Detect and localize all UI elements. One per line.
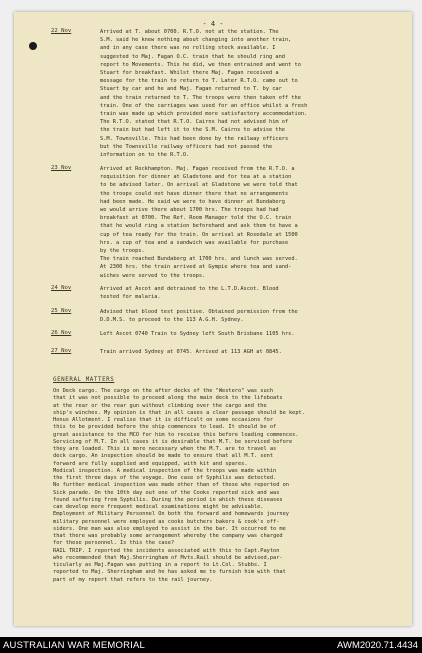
page-number: - 4 - bbox=[202, 20, 224, 28]
punch-hole bbox=[29, 42, 37, 50]
entry-text: Train arrived Sydney at 0745. Arrived at 113 AGH at 0845. bbox=[100, 349, 282, 355]
entry-date: 26 Nov bbox=[51, 330, 72, 336]
entry-text: Left Ascot 0740 Train to Sydney left South Brisbane 1105 hrs. bbox=[100, 331, 295, 337]
entry-date: 25 Nov bbox=[51, 308, 72, 314]
entry-text: Arrived at T. about 0700. R.T.O. not at the station. The S.M. said he knew nothing about changing into another train, and in any case there was no rolling stock available. I suggested to Maj. Fagan O.C. train that he should ring and report to Movements. This he did, we then entrained and went to Stuart for breakfast. Whilst there Maj. Fagan received a message for the train to return to T. Later R.T.O. came out to Stuart by car and he and Maj. Fagan returned to T. by car and the train returned to T. The troops were then taken off the train. One of the carriages was used for an office whilst a fresh train was made up which provided more satisfactory accommodation. The R.T.O. stated that R.T.O. Cairns had not advised him of the train but had left it to the S.M. Cairns to advise the S.M. Townsville. This had been done by the railway officers but the Townsville railway officers had not passed the information on to the R.T.O. bbox=[100, 29, 308, 159]
entry-date: 23 Nov bbox=[51, 165, 72, 171]
footer-institution: AUSTRALIAN WAR MEMORIAL bbox=[3, 640, 146, 651]
footer-bar bbox=[0, 637, 422, 653]
entry-text: Advised that blood test positive. Obtained permission from the D.D.M.S. to proceed to the 113 A.G.H. Sydney. bbox=[100, 309, 298, 324]
section-heading: GENERAL MATTERS bbox=[53, 377, 115, 383]
entry-text: Arrived at Rockhampton. Maj. Fagan received from the R.T.O. a requisition for dinner at Gladstone and for tea at a station to be advised later. On arrival at Gladstone we were told that the troops could not have dinner there that no arrangements had been made. He said we were to have dinner at Bundaberg we would arrive there about 1700 hrs. The troops had had breakfast at 0700. The Ref. Room Manager told the O.C. train that he would ring a station beforehand and ask them to have a cup of tea ready for the train. On arrival at Rosedale at 1500 hrs. a cup of tea and a sandwich was available for purchase by the troops. The train reached Bundaberg at 1700 hrs. and lunch was served. At 2300 hrs. the train arrived at Gympie where tea and sand- wiches were served to the troops. bbox=[100, 166, 298, 279]
entry-date: 27 Nov bbox=[51, 348, 72, 354]
entry-text: Arrived at Ascot and detrained to the L.T.D.Ascot. Blood tested for malaria. bbox=[100, 286, 279, 301]
entry-date: 24 Nov bbox=[51, 285, 72, 291]
entry-date: 22 Nov bbox=[51, 28, 72, 34]
document-page bbox=[14, 12, 412, 626]
footer-accession-number: AWM2020.71.4434 bbox=[337, 640, 418, 651]
general-matters-text: On Deck cargo. The cargo on the after decks of the "Westero" was such that it was not possible to proceed along the main deck to the lifeboats at the rear or the rear gun without climbing over the cargo and the ship's winches. My opinion is that in all cases a clear passage should be kept. Honus Allotment. I realise that it is difficult on some occasions for this to be provided before the ship commences to load. It should be of great assistance to the MCO for him to receive this before loading commences. Servicing of M.T. In all cases it is desirable that M.T. be serviced before they are loaded. This is more necessary when the M.T. are to travel as deck cargo. An inspection should be made to ensure that all M.T. sent forward are fully supplied and equipped, with kit and spares. Medical inspection. A medical inspection of the troops was made within the first three days of the voyage. One case of Syphilis was detected. No further medical inspection was made other than of those who reported on Sick parade. On the 10th day out one of the Cooks reported sick and was found suffering from Syphilis. During the period in which these diseases can develop more frequent medical examinations might be advisable. Employment of Military Personnel On both the forward and homewards journey military personnel were employed as cooks butchers bakers & cook's off- siders. One man was also employed to assist in the bar. It occurred to me that there was probably some arrangement whereby the company was charged for these personnel. Is this the case? RAIL TRIP. I reported the incidents associated with this to Capt.Payton who recommended that Maj.Sherringham of Mvts.Rail should be advised,par- ticularly as Maj.Fagan was putting in a report to Lt.Col. Stubbs. I reported to Maj. Sherringham and he has asked me to furnish him with that part of my report that refers to the rail journey. bbox=[53, 388, 305, 583]
